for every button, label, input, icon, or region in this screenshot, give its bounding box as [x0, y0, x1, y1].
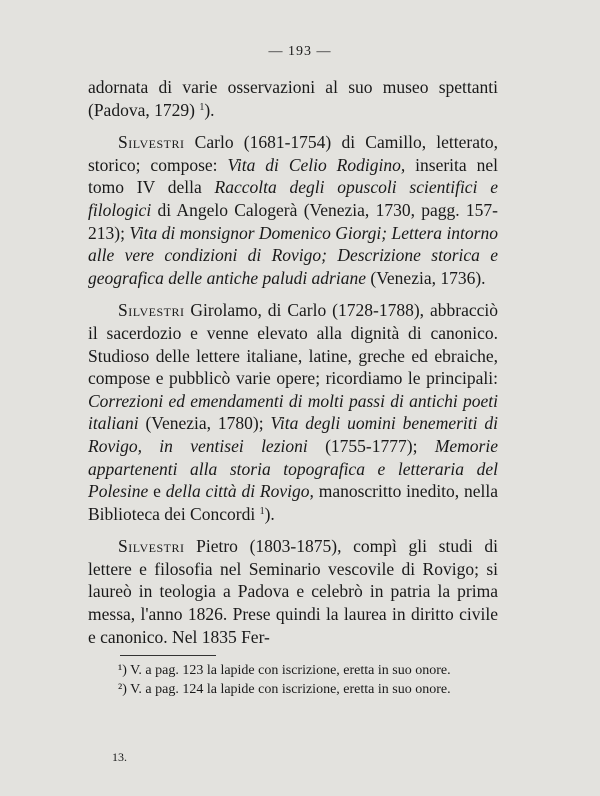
- entry-surname: Silvestri: [118, 132, 185, 153]
- paragraph-continuation: adornata di varie osservazioni al suo museo spettanti (Padova, 1729) $^1$).: [88, 77, 498, 120]
- signature-mark: 13.: [112, 750, 127, 764]
- footnote-ref: 1: [259, 505, 265, 517]
- work-title: Vita di Celio Rodigino,: [227, 154, 406, 175]
- footnote-ref: 1: [199, 101, 205, 113]
- work-title: Vita di monsignor Domenico Giorgi; Lettera intorno alle vere condizioni di Rovigo; Descrizione storica e geografica delle antiche paludi adriane: [88, 222, 498, 288]
- work-title: Vita degli uomini benemeriti di Rovigo, in ventisei lezioni: [88, 413, 498, 456]
- work-title: della città di Rovigo,: [165, 481, 314, 502]
- footnotes: [88, 662, 498, 700]
- page-number: — 193 —: [268, 44, 332, 59]
- entry-silvestri-pietro: Silvestri Pietro (1803-1875), compì gli studi di lettere e filosofia nel Seminario vescovile di Rovigo; si laureò in teologia a Padova e celebrò in patria la prima messa, l'anno 1826. Prese quindi la laurea in diritto civile e canonico. Nel 1835 Fer-: [88, 536, 498, 647]
- work-title: Memorie appartenenti alla storia topografica e letteraria del Polesine: [88, 435, 498, 502]
- body-text: [88, 76, 498, 658]
- entry-surname: Silvestri: [118, 536, 185, 557]
- footnote-2: ²) V. a pag. 124 la lapide con iscrizione, eretta in suo onore.: [118, 682, 451, 697]
- work-title: Raccolta degli opuscoli scientifici e filologici: [88, 177, 499, 220]
- footnote-1: ¹) V. a pag. 123 la lapide con iscrizione, eretta in suo onore.: [118, 663, 451, 678]
- entry-surname: Silvestri: [118, 300, 185, 321]
- entry-silvestri-girolamo: Silvestri Girolamo, di Carlo (1728-1788), abbracciò il sacerdozio e venne elevato alla dignità di canonico. Studioso delle lettere italiane, latine, greche ed ebraiche, compose e pubblicò varie opere; ricordiamo le principali: Correzioni ed emendamenti di molti passi di antichi poeti italiani (Venezia, 1780); Vita degli uomini benemeriti di Rovigo, in ventisei lezioni (1755-1777); Memorie appartenenti alla storia topografica e letteraria del Polesine e della città di Rovigo, manoscritto inedito, nella Biblioteca dei Concordi $^1$).: [88, 300, 499, 524]
- entry-silvestri-carlo: Silvestri Carlo (1681-1754) di Camillo, letterato, storico; compose: Vita di Celio Rodigino, inserita nel tomo IV della Raccolta degli opuscoli scientifici e filologici di Angelo Calogerà (Venezia, 1730, pagg. 157-213); Vita di monsignor Domenico Giorgi; Lettera intorno alle vere condizioni di Rovigo; Descrizione storica e geografica delle antiche paludi adriane (Venezia, 1736).: [88, 132, 499, 288]
- work-title: Correzioni ed emendamenti di molti passi di antichi poeti italiani: [88, 390, 498, 434]
- footnote-divider: [120, 655, 216, 656]
